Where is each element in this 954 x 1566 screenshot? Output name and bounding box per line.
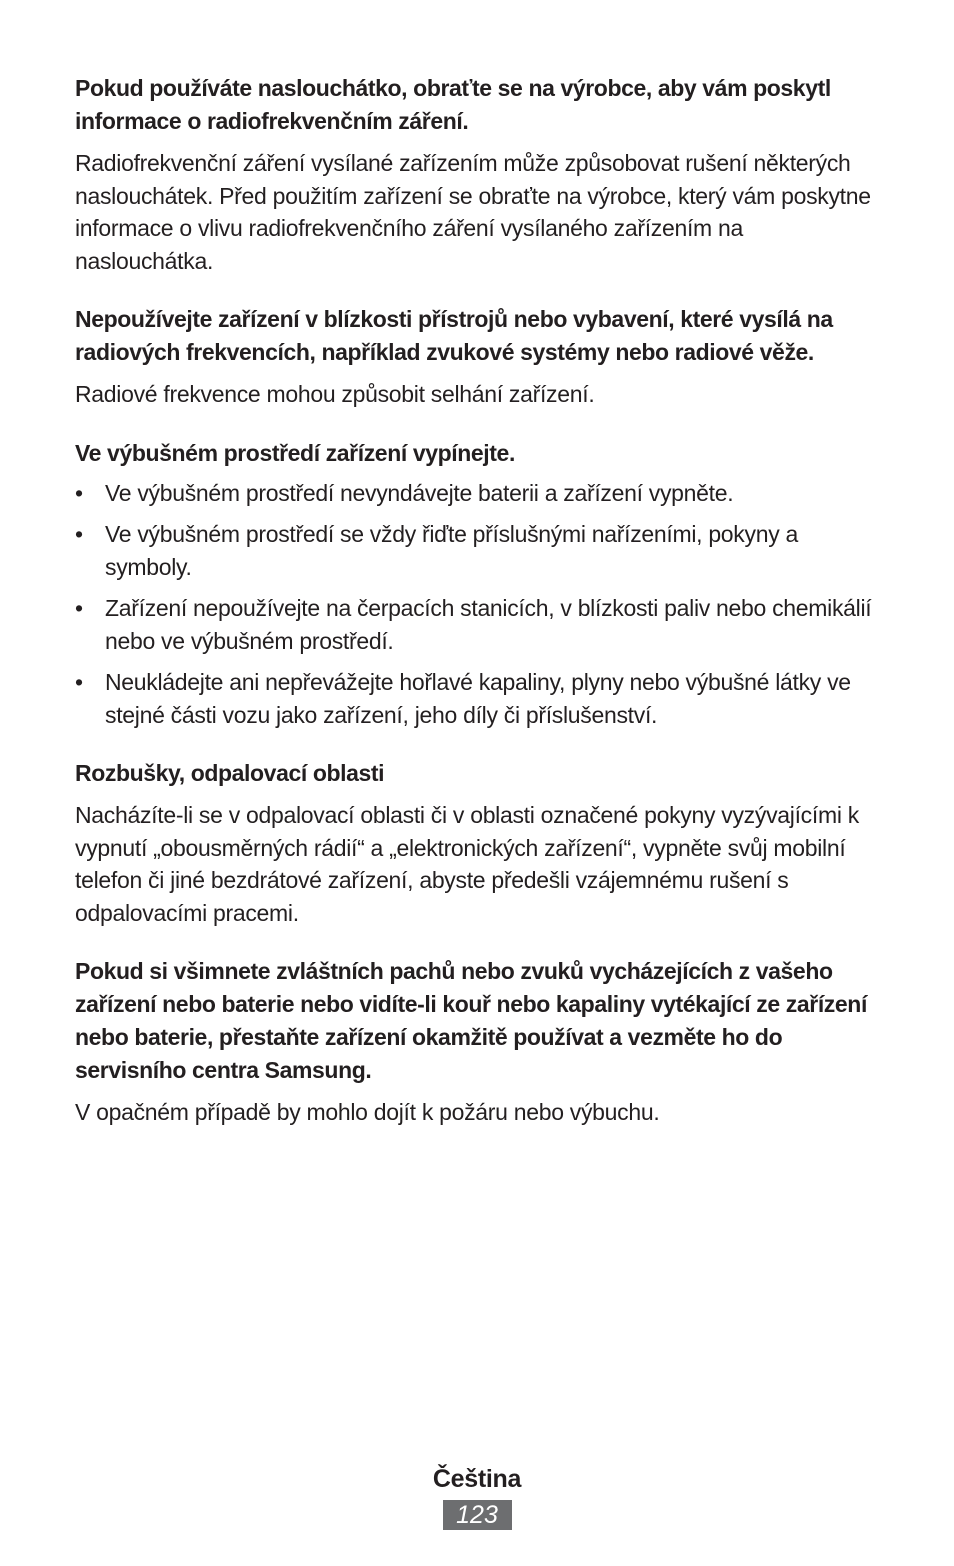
section-heading-explosive-environment: Ve výbušném prostředí zařízení vypínejte.: [75, 439, 515, 466]
list-item-text: Zařízení nepoužívejte na čerpacích stanicích, v blízkosti paliv nebo chemikálií nebo ve výbušném prostředí.: [105, 595, 872, 654]
bullet-icon: •: [75, 521, 83, 547]
section-heading-radio-frequencies: Nepoužívejte zařízení v blízkosti přístrojů nebo vybavení, které vysílá na radiových frekvencích, například zvukové systémy nebo radiové věže.: [75, 306, 833, 365]
list-item-text: Neukládejte ani nepřevážejte hořlavé kapaliny, plyny nebo výbušné látky ve stejné části vozu jako zařízení, jeho díly či příslušenství.: [105, 669, 851, 728]
list-item: [75, 592, 885, 657]
section-body-smoke-odors: V opačném případě by mohlo dojít k požáru nebo výbuchu.: [75, 1099, 660, 1125]
footer-language-label: Čeština: [432, 1465, 522, 1493]
page-footer: [0, 1462, 954, 1530]
section-body-hearing-aids: Radiofrekvenční záření vysílané zařízením může způsobovat rušení některých naslouchátek. Před použitím zařízení se obraťte na výrobce, který vám poskytne informace o vlivu radiofrekvenčního záření vysílaného zařízením na naslouchátka.: [75, 150, 871, 274]
list-item: [75, 518, 885, 583]
section-body-blasting-areas: Nacházíte-li se v odpalovací oblasti či v oblasti označené pokyny vyzývajícími k vypnutí „obousměrných rádií“ a „elektronických zařízení“, vypněte svůj mobilní telefon či jiné bezdrátové zařízení, abyste předešli vzájemnému rušení s odpalovacími pracemi.: [75, 802, 859, 926]
section-heading-smoke-odors: Pokud si všimnete zvláštních pachů nebo zvuků vycházejících z vašeho zařízení nebo baterie nebo vidíte-li kouř nebo kapaliny vytékající ze zařízení nebo baterie, přestaňte zařízení okamžitě používat a vezměte ho do servisního centra Samsung.: [75, 958, 867, 1083]
section-heading-hearing-aids: Pokud používáte naslouchátko, obraťte se na výrobce, aby vám poskytl informace o radiofrekvenčním záření.: [75, 75, 831, 134]
bullet-list-explosive-environment: [75, 477, 885, 732]
bullet-icon: •: [75, 669, 83, 695]
document-body: [75, 72, 885, 1129]
section-heading-blasting-areas: Rozbušky, odpalovací oblasti: [75, 760, 385, 786]
page-number-badge: 123: [443, 1500, 512, 1530]
list-item-text: Ve výbušném prostředí nevyndávejte baterii a zařízení vypněte.: [105, 479, 734, 506]
list-item: [75, 666, 885, 731]
list-item: [75, 477, 885, 510]
list-item-text: Ve výbušném prostředí se vždy řiďte příslušnými nařízeními, pokyny a symboly.: [105, 521, 798, 580]
bullet-icon: •: [75, 479, 83, 506]
section-body-radio-frequencies: Radiové frekvence mohou způsobit selhání zařízení.: [75, 381, 595, 407]
bullet-icon: •: [75, 595, 83, 621]
